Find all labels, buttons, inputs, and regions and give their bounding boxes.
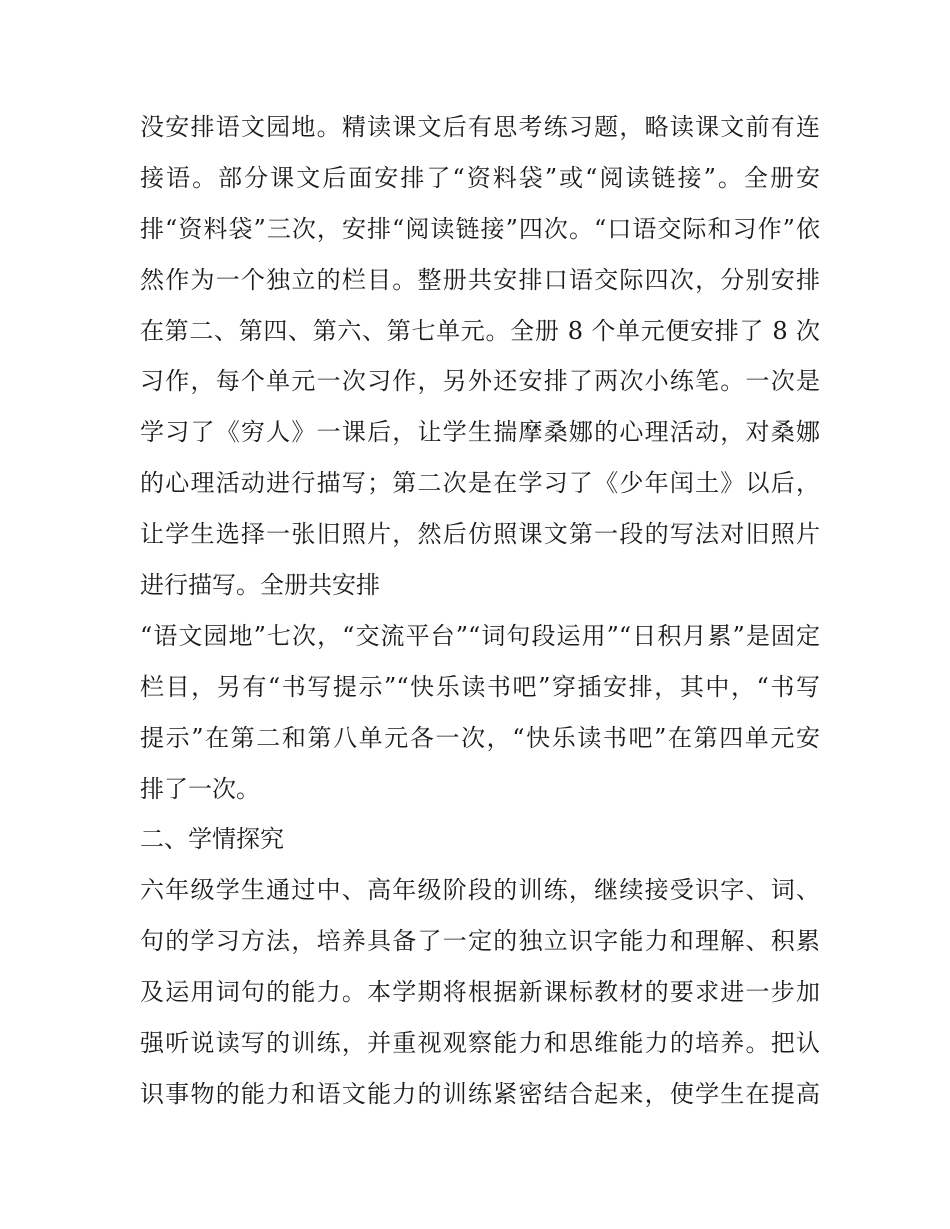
text-line: 六年级学生通过中、高年级阶段的训练，继续接受识字、词、 (140, 876, 820, 905)
text-line: “语文园地”七次，“交流平台”“词句段运用”“日积月累”是固定 (140, 621, 820, 650)
text-line: 进行描写。全册共安排 (140, 571, 380, 600)
text-line: 识事物的能力和语文能力的训练紧密结合起来，使学生在提高 (140, 1079, 820, 1108)
text-line: 排“资料袋”三次，安排“阅读链接”四次。“口语交际和习作”依 (140, 214, 820, 243)
text-line: 没安排语文园地。精读课文后有思考练习题，略读课文前有连 (140, 113, 820, 141)
text-line: 习作，每个单元一次习作，另外还安排了两次小练笔。一次是 (140, 367, 820, 396)
text-line: 提示”在第二和第八单元各一次，“快乐读书吧”在第四单元安 (140, 723, 820, 752)
text-line: 然作为一个独立的栏目。整册共安排口语交际四次，分别安排 (140, 265, 820, 294)
text-line: 及运用词句的能力。本学期将根据新课标教材的要求进一步加 (140, 978, 820, 1007)
text-line: 让学生选择一张旧照片，然后仿照课文第一段的写法对旧照片 (140, 520, 820, 549)
text-line: 栏目，另有“书写提示”“快乐读书吧”穿插安排，其中，“书写 (140, 672, 820, 701)
text-line: 的心理活动进行描写；第二次是在学习了《少年闰土》以后， (140, 469, 820, 498)
text-line: 在第二、第四、第六、第七单元。全册 8 个单元便安排了 8 次 (140, 316, 820, 345)
text-line: 接语。部分课文后面安排了“资料袋”或“阅读链接”。全册安 (140, 163, 820, 192)
text-line: 排了一次。 (140, 774, 260, 803)
text-line: 学习了《穷人》一课后，让学生揣摩桑娜的心理活动，对桑娜 (140, 418, 820, 447)
section-heading: 二、学情探究 (140, 825, 284, 854)
document-body (140, 102, 820, 1120)
text-line: 强听说读写的训练，并重视观察能力和思维能力的培养。把认 (140, 1029, 820, 1058)
text-line: 句的学习方法，培养具备了一定的独立识字能力和理解、积累 (140, 927, 820, 956)
